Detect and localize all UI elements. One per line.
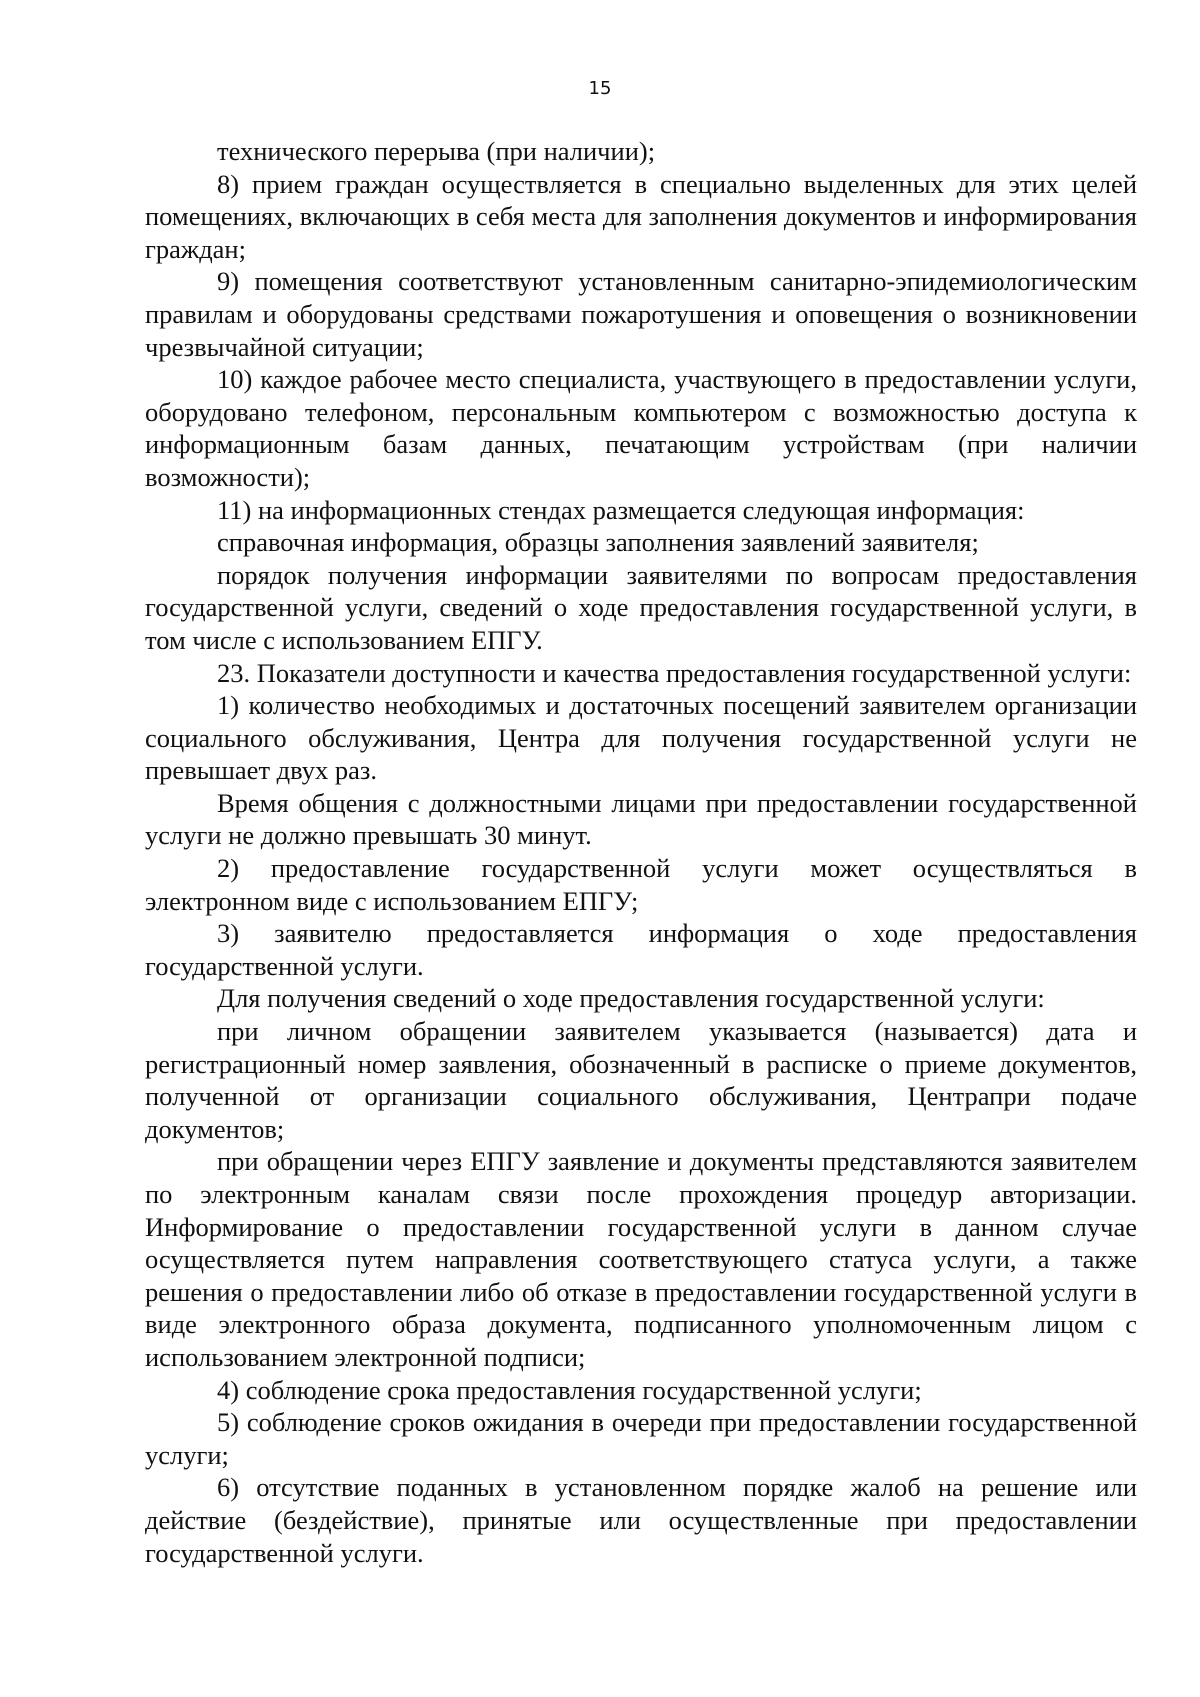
paragraph-epgu-request: при обращении через ЕПГУ заявление и документы представляются заявителем по электронным каналам связи после прохождения процедур авторизации. Информирование о предоставлении государственной услуги в данном случае осуществляется путем направления соответствующего статуса услуги, а также решения о предоставлении либо об отказе в предоставлении государственной услуги в виде электронного образа документа, подписанного уполномоченным лицом с использованием электронной подписи;: [145, 1146, 1137, 1372]
paragraph-progress-info: Для получения сведений о ходе предоставления государственной услуги:: [217, 983, 1045, 1014]
paragraph-item-11: 11) на информационных стендах размещается следующая информация:: [217, 494, 1025, 525]
paragraph-continuation: технического перерыва (при наличии);: [217, 136, 656, 166]
paragraph-section-23: 23. Показатели доступности и качества предоставления государственной услуги:: [217, 657, 1132, 688]
paragraph-indicator-1: 1) количество необходимых и достаточных посещений заявителем организации социального обслуживания, Центра для получения государственной услуги не превышает двух раз.: [145, 690, 1137, 786]
paragraph-indicator-3: 3) заявителю предоставляется информация о ходе предоставления государственной услуги.: [145, 918, 1137, 981]
document-body: [145, 135, 1137, 1569]
paragraph-info-procedure: порядок получения информации заявителями по вопросам предоставления государственной услуги, сведений о ходе предоставления государственной услуги, в том числе с использованием ЕПГУ.: [145, 559, 1137, 655]
paragraph-personal-visit: при личном обращении заявителем указывается (называется) дата и регистрационный номер заявления, обозначенный в расписке о приеме документов, полученной от организации социального обслуживания, Центрапри подаче документов;: [145, 1016, 1137, 1144]
paragraph-indicator-4: 4) соблюдение срока предоставления государственной услуги;: [217, 1374, 922, 1405]
paragraph-communication-time: Время общения с должностными лицами при предоставлении государственной услуги не должно превышать 30 минут.: [145, 787, 1137, 851]
page-number: 15: [588, 78, 612, 99]
paragraph-indicator-6: 6) отсутствие поданных в установленном порядке жалоб на решение или действие (бездействие), принятые или осуществленные при предоставлении государственной услуги.: [145, 1472, 1137, 1568]
paragraph-item-8: 8) прием граждан осуществляется в специально выделенных для этих целей помещениях, включающих в себя места для заполнения документов и информирования граждан;: [145, 168, 1137, 264]
paragraph-item-9: 9) помещения соответствуют установленным санитарно-эпидемиологическим правилам и оборудованы средствами пожаротушения и оповещения о возникновении чрезвычайной ситуации;: [145, 266, 1137, 362]
paragraph-reference-info: справочная информация, образцы заполнения заявлений заявителя;: [217, 527, 979, 558]
paragraph-indicator-5: 5) соблюдение сроков ожидания в очереди при предоставлении государственной услуги;: [145, 1407, 1137, 1470]
paragraph-indicator-2: 2) предоставление государственной услуги может осуществляться в электронном виде с использованием ЕПГУ;: [145, 853, 1137, 916]
paragraph-item-10: 10) каждое рабочее место специалиста, участвующего в предоставлении услуги, оборудовано телефоном, персональным компьютером с возможностью доступа к информационным базам данных, печатающим устройствам (при наличии возможности);: [145, 364, 1137, 492]
